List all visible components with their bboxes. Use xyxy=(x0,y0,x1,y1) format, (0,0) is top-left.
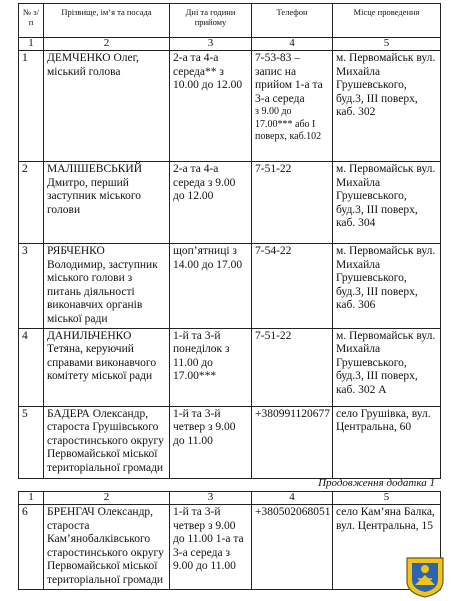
person-cell xyxy=(44,51,170,162)
reception-place: м. Первомайськ вул. Михайла Грушевського, буд.3, III поверх, каб. 302 А xyxy=(333,328,441,406)
person-name: РЯБЧЕНКО Володимир, xyxy=(47,245,106,271)
row-number: 5 xyxy=(19,406,44,478)
reception-days: 1-й та 3-й четвер з 9.00 до 11.00 xyxy=(170,406,252,478)
header-place: Місце проведення xyxy=(333,4,441,38)
continuation-note: Продовження додатка 1 xyxy=(318,477,435,489)
person-name: БАДЕРА Олександр, xyxy=(47,407,149,420)
person-cell xyxy=(44,244,170,329)
phone-number: +380991120677 xyxy=(252,406,333,478)
col-number: 5 xyxy=(333,492,441,505)
row-number: 1 xyxy=(19,51,44,162)
person-position: староста Кам’янобалківського старостинського округу Первомайської міської територіальної громади xyxy=(47,519,164,586)
header-phone: Телефон xyxy=(252,4,333,38)
city-emblem-icon xyxy=(404,555,446,599)
reception-place: м. Первомайськ вул. Михайла Грушевського, буд.3, III поверх, каб. 304 xyxy=(333,162,441,244)
reception-schedule-table-continued xyxy=(18,491,441,590)
phone-number: 7-53-83 – запис на прийом 1-а та 3-а середа xyxy=(255,52,323,105)
reception-days: 1-й та 3-й четвер з 9.00 до 11.00 1-а та 3-а середа з 9.00 до 11.00 xyxy=(170,505,252,590)
phone-number: 7-54-22 xyxy=(252,244,333,329)
table-row xyxy=(19,244,441,329)
reception-place: село Кам’яна Балка, вул. Центральна, 15 xyxy=(333,505,441,590)
column-number-row xyxy=(19,492,441,505)
phone-number: 7-51-22 xyxy=(252,162,333,244)
reception-days: 1-й та 3-й понеділок з 11.00 до 17.00*** xyxy=(170,328,252,406)
person-position: заступник міського голови з питань діяльності виконавчих органів міської ради xyxy=(47,258,158,325)
col-number: 3 xyxy=(170,492,252,505)
col-number: 1 xyxy=(19,492,44,505)
header-num: № з/п xyxy=(19,4,44,38)
row-number: 2 xyxy=(19,162,44,244)
person-position: перший заступник міського голови xyxy=(47,176,142,216)
person-position: староста Грушівського старостинського округу Первомайської міської територіальної громади xyxy=(47,421,164,474)
person-cell xyxy=(44,406,170,478)
reception-days: щоп’ятниці з 14.00 до 17.00 xyxy=(170,244,252,329)
table-row xyxy=(19,505,441,590)
row-number: 6 xyxy=(19,505,44,590)
reception-days: 2-а та 4-а середа** з 10.00 до 12.00 xyxy=(170,51,252,162)
col-number: 4 xyxy=(252,38,333,51)
col-number: 3 xyxy=(170,38,252,51)
col-number: 2 xyxy=(44,38,170,51)
header-name: Прізвище, ім’я та посада xyxy=(44,4,170,38)
person-cell xyxy=(44,162,170,244)
table-header-row xyxy=(19,4,441,38)
column-number-row xyxy=(19,38,441,51)
phone-note: з 9.00 до 17.00*** або I поверх, каб.102 xyxy=(255,106,322,143)
person-position: міський голова xyxy=(47,65,121,78)
col-number: 1 xyxy=(19,38,44,51)
reception-place: село Грушівка, вул. Центральна, 60 xyxy=(333,406,441,478)
col-number: 5 xyxy=(333,38,441,51)
table-row xyxy=(19,328,441,406)
col-number: 2 xyxy=(44,492,170,505)
reception-place: м. Первомайськ вул. Михайла Грушевського, буд.3, III поверх, каб. 302 xyxy=(333,51,441,162)
table-row xyxy=(19,162,441,244)
table-row xyxy=(19,406,441,478)
col-number: 4 xyxy=(252,492,333,505)
reception-place: м. Первомайськ вул. Михайла Грушевського, буд.3, III поверх, каб. 306 xyxy=(333,244,441,329)
reception-schedule-table xyxy=(18,3,441,479)
person-name: МАЛІШЕВСЬКИЙ Дмитро, xyxy=(47,163,143,189)
person-name: БРЕНГАЧ Олександр, xyxy=(47,506,154,518)
phone-number: 7-51-22 xyxy=(252,328,333,406)
phone-cell xyxy=(252,51,333,162)
header-days: Дні та години прийому xyxy=(170,4,252,38)
person-position: керуючий справами виконавчого комітету міської ради xyxy=(47,343,157,383)
person-cell xyxy=(44,328,170,406)
reception-days: 2-а та 4-а середа з 9.00 до 12.00 xyxy=(170,162,252,244)
phone-number: +380502068051 xyxy=(252,505,333,590)
person-name: ДЕМЧЕНКО Олег, xyxy=(47,52,139,64)
person-cell xyxy=(44,505,170,590)
row-number: 4 xyxy=(19,328,44,406)
row-number: 3 xyxy=(19,244,44,329)
table-row xyxy=(19,51,441,162)
person-name: ДАНИЛЬЧЕНКО Тетяна, xyxy=(47,329,132,356)
